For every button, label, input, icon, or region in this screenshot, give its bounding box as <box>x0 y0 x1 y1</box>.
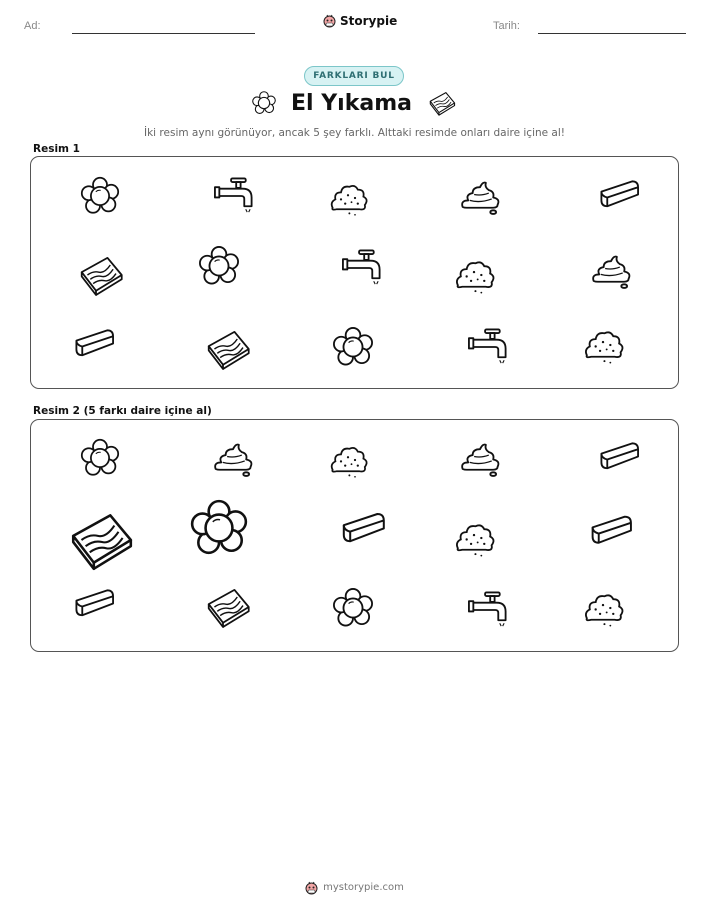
footer-url: mystorypie.com <box>323 882 404 893</box>
lather-foam-icon[interactable] <box>581 586 625 630</box>
storypie-mascot-icon <box>305 880 318 895</box>
soap-bubbles-icon[interactable] <box>188 497 250 559</box>
towel-icon[interactable] <box>65 509 137 571</box>
soap-bar-icon <box>72 323 116 367</box>
picture2-label: Resim 2 (5 farkı daire içine al) <box>33 405 212 417</box>
soap-bubbles-icon <box>331 325 375 369</box>
date-label: Tarih: <box>493 20 520 32</box>
soap-swirl-icon <box>589 248 633 292</box>
soap-bubbles-icon[interactable] <box>331 586 375 630</box>
towel-icon <box>76 254 126 297</box>
date-line[interactable] <box>538 33 686 34</box>
faucet-icon[interactable] <box>466 588 510 632</box>
soap-swirl-icon[interactable] <box>458 436 502 480</box>
soap-bubbles-icon[interactable] <box>79 437 121 479</box>
storypie-mascot-icon <box>323 13 336 28</box>
footer <box>0 880 709 895</box>
page-title: El Yıkama <box>291 90 412 116</box>
soap-bar-icon[interactable] <box>588 509 634 555</box>
instructions: İki resim aynı görünüyor, ancak 5 şey farklı. Alttaki resimde onları daire içine al! <box>144 127 565 139</box>
lather-foam-icon <box>327 177 369 219</box>
brand-name: Storypie <box>340 13 398 28</box>
brand-logo <box>323 13 397 28</box>
lather-foam-icon[interactable] <box>327 439 369 481</box>
soap-swirl-icon <box>458 174 502 218</box>
soap-bar-icon[interactable] <box>72 583 116 627</box>
soap-bar-icon[interactable] <box>339 506 387 554</box>
soap-bubbles-icon <box>251 90 277 116</box>
title-row <box>0 90 709 116</box>
name-label: Ad: <box>24 20 41 32</box>
activity-badge: FARKLARI BUL <box>304 66 404 86</box>
soap-bar-icon[interactable] <box>597 436 641 480</box>
soap-bubbles-icon <box>79 175 121 217</box>
faucet-icon <box>340 246 384 290</box>
soap-bar-icon <box>597 174 641 218</box>
soap-bubbles-icon <box>197 244 241 288</box>
name-line[interactable] <box>72 33 255 34</box>
lather-foam-icon <box>452 253 496 297</box>
towel-icon <box>426 90 458 116</box>
picture1-label: Resim 1 <box>33 143 80 155</box>
lather-foam-icon <box>581 323 625 367</box>
faucet-icon <box>212 174 256 218</box>
towel-icon[interactable] <box>203 586 253 629</box>
faucet-icon <box>466 325 510 369</box>
towel-icon <box>203 328 253 371</box>
soap-swirl-icon[interactable] <box>211 436 255 480</box>
lather-foam-icon[interactable] <box>452 516 496 560</box>
